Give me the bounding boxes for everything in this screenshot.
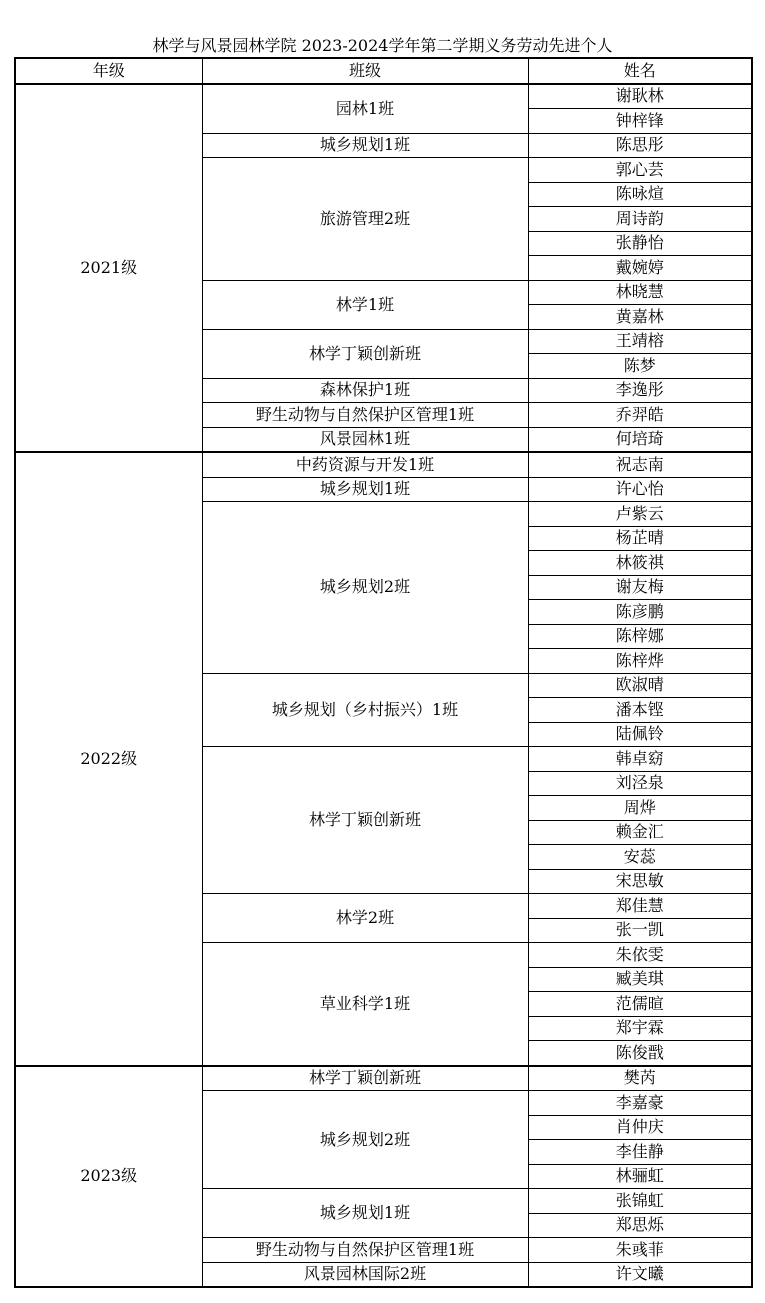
class-cell: 草业科学1班 [202, 943, 528, 1066]
class-cell: 城乡规划1班 [202, 133, 528, 158]
student-name-cell: 肖仲庆 [528, 1115, 752, 1140]
student-name-cell: 欧淑晴 [528, 673, 752, 698]
student-name-cell: 谢友梅 [528, 575, 752, 600]
student-name-cell: 赖金汇 [528, 820, 752, 845]
student-name-cell: 戴婉婷 [528, 256, 752, 281]
student-name-cell: 陈梦 [528, 354, 752, 379]
page-title: 林学与风景园林学院 2023-2024学年第二学期义务劳动先进个人 [152, 36, 613, 55]
student-name-cell: 宋思敏 [528, 869, 752, 894]
student-name-cell: 陈梓烨 [528, 649, 752, 674]
student-name-cell: 陈思彤 [528, 133, 752, 158]
grade-block [15, 84, 752, 453]
student-name-cell: 王靖榕 [528, 329, 752, 354]
student-name-cell: 陈俊戬 [528, 1041, 752, 1066]
class-cell: 林学丁颖创新班 [202, 747, 528, 894]
grade-column-header: 年级 [15, 58, 202, 84]
student-name-cell: 陈咏煊 [528, 182, 752, 207]
student-name-cell: 韩卓窈 [528, 747, 752, 772]
student-name-cell: 郑思烁 [528, 1213, 752, 1238]
student-name-cell: 张一凯 [528, 918, 752, 943]
student-name-cell: 何培琦 [528, 427, 752, 452]
student-name-cell: 陈彦鹏 [528, 600, 752, 625]
student-name-cell: 刘泾泉 [528, 771, 752, 796]
class-cell: 林学丁颖创新班 [202, 1066, 528, 1091]
student-name-cell: 张锦虹 [528, 1189, 752, 1214]
student-name-cell: 黄嘉林 [528, 305, 752, 330]
class-cell: 中药资源与开发1班 [202, 452, 528, 477]
class-cell: 城乡规划（乡村振兴）1班 [202, 673, 528, 747]
student-name-cell: 林晓慧 [528, 280, 752, 305]
table-row [15, 452, 752, 477]
student-name-cell: 陆佩铃 [528, 722, 752, 747]
student-name-cell: 朱彧菲 [528, 1238, 752, 1263]
student-name-cell: 谢耿林 [528, 84, 752, 109]
class-cell: 林学2班 [202, 894, 528, 943]
student-name-cell: 陈梓娜 [528, 624, 752, 649]
class-column-header: 班级 [202, 58, 528, 84]
grade-cell: 2021级 [15, 84, 202, 453]
student-name-cell: 周烨 [528, 796, 752, 821]
student-name-cell: 李逸彤 [528, 378, 752, 403]
class-cell: 野生动物与自然保护区管理1班 [202, 403, 528, 428]
student-name-cell: 许心怡 [528, 477, 752, 502]
student-name-cell: 张静怡 [528, 231, 752, 256]
class-cell: 风景园林国际2班 [202, 1262, 528, 1287]
student-name-cell: 朱依雯 [528, 943, 752, 968]
student-name-cell: 郭心芸 [528, 158, 752, 183]
student-name-cell: 乔羿皓 [528, 403, 752, 428]
student-name-cell: 李佳静 [528, 1140, 752, 1165]
class-cell: 林学丁颖创新班 [202, 329, 528, 378]
student-name-cell: 范儒暄 [528, 992, 752, 1017]
grade-block [15, 452, 752, 1066]
grade-block [15, 1066, 752, 1288]
table-row [15, 1066, 752, 1091]
class-cell: 旅游管理2班 [202, 158, 528, 281]
class-cell: 城乡规划2班 [202, 1091, 528, 1189]
grade-cell: 2023级 [15, 1066, 202, 1288]
grade-cell: 2022级 [15, 452, 202, 1066]
student-name-cell: 郑宇霖 [528, 1016, 752, 1041]
student-name-cell: 卢紫云 [528, 502, 752, 527]
class-cell: 野生动物与自然保护区管理1班 [202, 1238, 528, 1263]
class-cell: 森林保护1班 [202, 378, 528, 403]
student-name-cell: 许文曦 [528, 1262, 752, 1287]
student-name-cell: 林骊虹 [528, 1164, 752, 1189]
name-column-header: 姓名 [528, 58, 752, 84]
student-name-cell: 周诗韵 [528, 207, 752, 232]
honor-roll-table [14, 57, 753, 1288]
student-name-cell: 林筱祺 [528, 551, 752, 576]
class-cell: 城乡规划2班 [202, 502, 528, 674]
class-cell: 城乡规划1班 [202, 1189, 528, 1238]
student-name-cell: 钟梓锋 [528, 109, 752, 134]
header-row [15, 58, 752, 84]
student-name-cell: 安蕊 [528, 845, 752, 870]
student-name-cell: 樊芮 [528, 1066, 752, 1091]
class-cell: 园林1班 [202, 84, 528, 134]
student-name-cell: 祝志南 [528, 452, 752, 477]
student-name-cell: 李嘉豪 [528, 1091, 752, 1116]
student-name-cell: 郑佳慧 [528, 894, 752, 919]
class-cell: 城乡规划1班 [202, 477, 528, 502]
class-cell: 风景园林1班 [202, 427, 528, 452]
student-name-cell: 杨芷晴 [528, 526, 752, 551]
student-name-cell: 潘本铿 [528, 698, 752, 723]
table-header [15, 58, 752, 84]
table-row [15, 84, 752, 109]
student-name-cell: 臧美琪 [528, 967, 752, 992]
class-cell: 林学1班 [202, 280, 528, 329]
